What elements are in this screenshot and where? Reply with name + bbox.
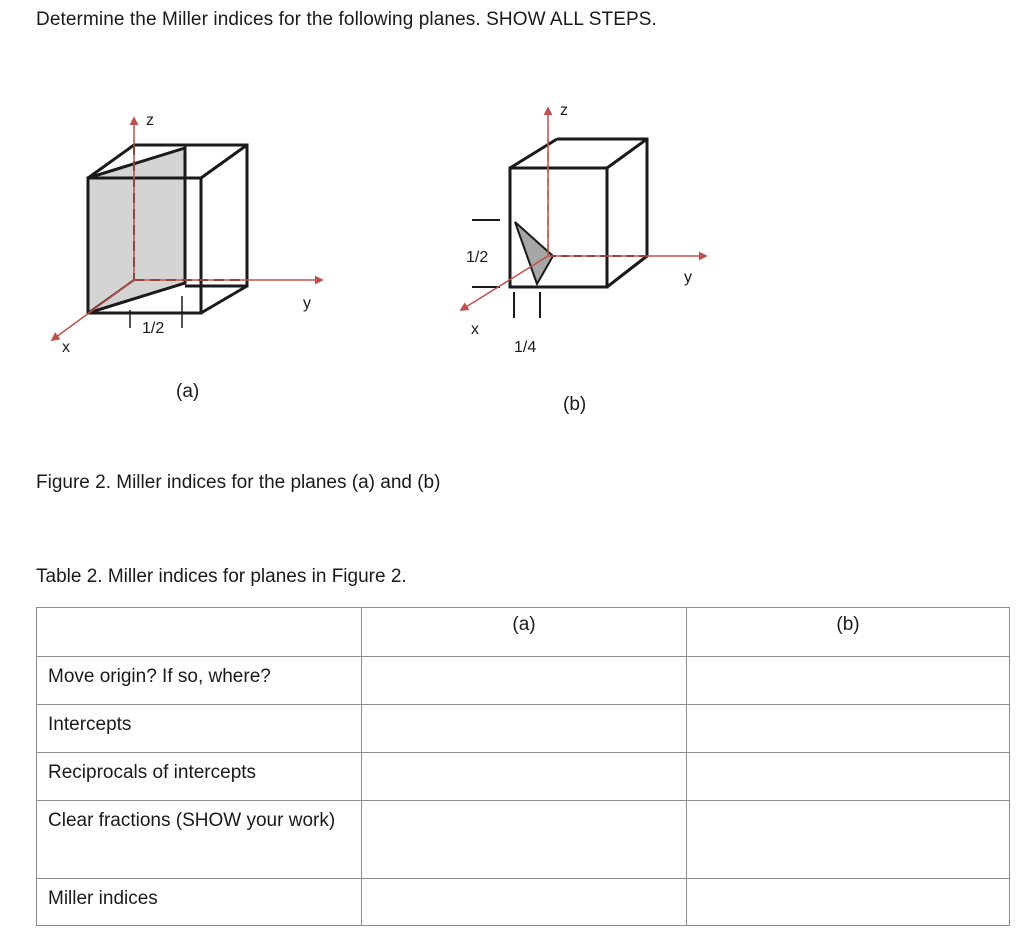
table-caption: Table 2. Miller indices for planes in Figure 2. (36, 566, 407, 587)
panel-label-b: (b) (563, 394, 587, 415)
axis-label-y-a: y (303, 295, 311, 312)
cube-a (88, 145, 247, 328)
row-label-reciprocals: Reciprocals of intercepts (37, 753, 362, 801)
panel-label-a: (a) (176, 381, 200, 402)
table-row (37, 879, 1010, 926)
cell-intercepts-a[interactable] (362, 705, 687, 753)
miller-indices-table (36, 607, 1010, 926)
intercept-label-y-b: 1/4 (514, 339, 537, 356)
table-row (37, 705, 1010, 753)
row-label-intercepts: Intercepts (37, 705, 362, 753)
cell-clear-fractions-a[interactable] (362, 801, 687, 879)
axis-label-x-b: x (471, 321, 479, 338)
table-row (37, 801, 1010, 879)
cell-miller-indices-b[interactable] (687, 879, 1010, 926)
row-label-clear-fractions: Clear fractions (SHOW your work) (37, 801, 362, 879)
axis-label-y-b: y (684, 269, 692, 286)
cell-reciprocals-a[interactable] (362, 753, 687, 801)
miller-figure (0, 90, 1024, 420)
intercept-label-a: 1/2 (142, 320, 165, 337)
axis-label-z-b: z (560, 102, 568, 119)
figure-caption: Figure 2. Miller indices for the planes (a) and (b) (36, 472, 441, 493)
cell-reciprocals-b[interactable] (687, 753, 1010, 801)
table-row (37, 657, 1010, 705)
intercept-label-z-b: 1/2 (466, 249, 489, 266)
row-label-move-origin: Move origin? If so, where? (37, 657, 362, 705)
row-label-miller-indices: Miller indices (37, 879, 362, 926)
header-a: (a) (362, 608, 687, 657)
cube-b (472, 139, 647, 318)
cell-move-origin-b[interactable] (687, 657, 1010, 705)
header-b: (b) (687, 608, 1010, 657)
table-row (37, 753, 1010, 801)
cell-move-origin-a[interactable] (362, 657, 687, 705)
header-blank (37, 608, 362, 657)
plane-a (88, 148, 185, 313)
cell-miller-indices-a[interactable] (362, 879, 687, 926)
axis-label-z-a: z (146, 112, 154, 129)
axis-label-x-a: x (62, 339, 70, 356)
instructions-heading: Determine the Miller indices for the following planes. SHOW ALL STEPS. (36, 9, 657, 30)
cell-intercepts-b[interactable] (687, 705, 1010, 753)
table-header-row (37, 608, 1010, 657)
cell-clear-fractions-b[interactable] (687, 801, 1010, 879)
